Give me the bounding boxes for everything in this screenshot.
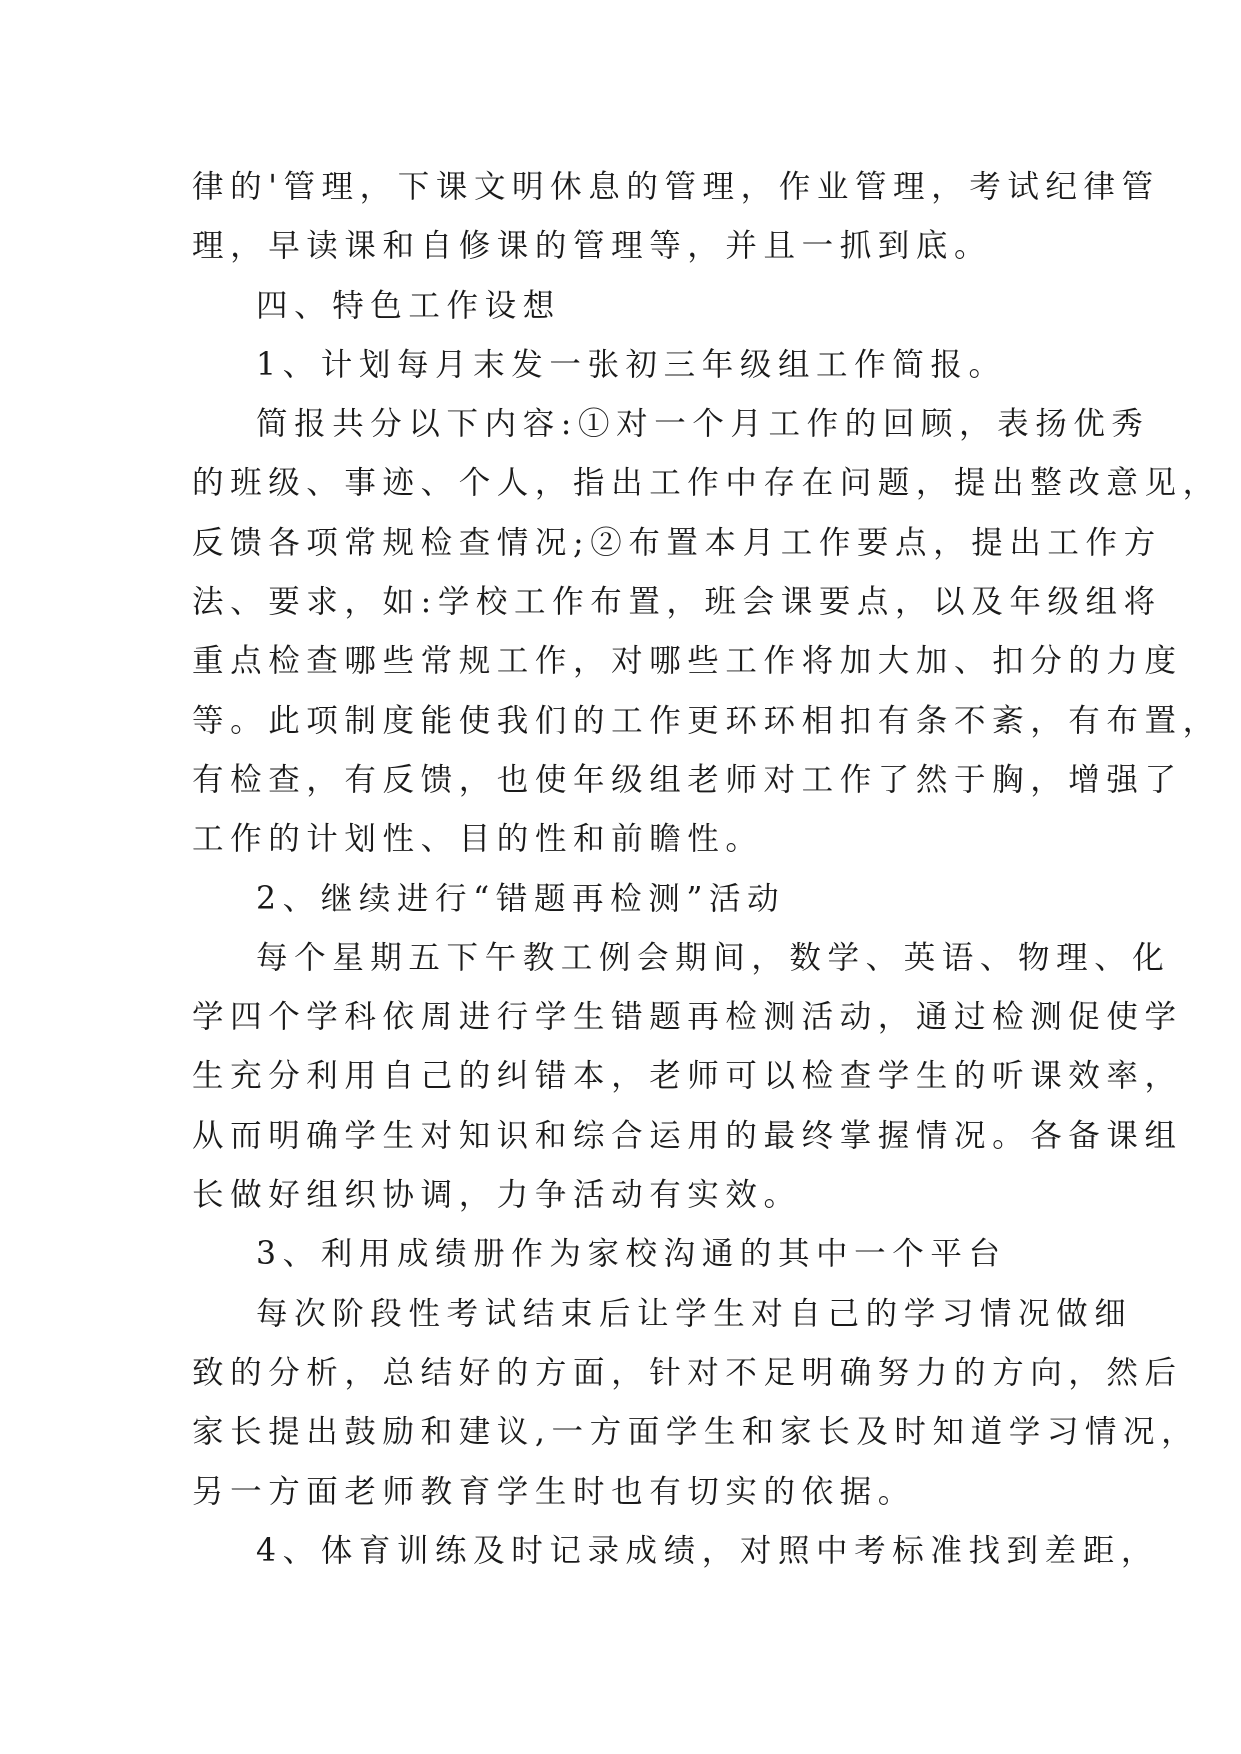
list-item-heading: 3、利用成绩册作为家校沟通的其中一个平台 [256, 1236, 1007, 1273]
list-item-heading: 4、体育训练及时记录成绩，对照中考标准找到差距， [256, 1532, 1159, 1569]
document-body [192, 158, 1221, 1581]
text-line: 生充分利用自己的纠错本，老师可以检查学生的听课效率， [192, 1058, 1183, 1095]
text-line: 另一方面老师教育学生时也有切实的依据。 [192, 1473, 916, 1510]
list-item-heading: 2、继续进行“错题再检测”活动 [256, 880, 786, 917]
text-line: 每个星期五下午教工例会期间，数学、英语、物理、化 [256, 939, 1171, 976]
text-line: 反馈各项常规检查情况;②布置本月工作要点，提出工作方 [192, 524, 1162, 561]
text-line: 长做好组织协调，力争活动有实效。 [192, 1177, 802, 1214]
text-line: 简报共分以下内容:①对一个月工作的回顾，表扬优秀 [256, 406, 1150, 443]
text-line: 致的分析，总结好的方面，针对不足明确努力的方向，然后 [192, 1354, 1183, 1391]
text-line: 从而明确学生对知识和综合运用的最终掌握情况。各备课组 [192, 1117, 1183, 1154]
text-line: 律的'管理，下课文明休息的管理，作业管理，考试纪律管 [192, 169, 1160, 205]
text-line: 理，早读课和自修课的管理等，并且一抓到底。 [192, 228, 993, 265]
section-heading: 四、特色工作设想 [256, 287, 561, 324]
text-line: 重点检查哪些常规工作，对哪些工作将加大加、扣分的力度 [192, 643, 1183, 680]
text-line: 家长提出鼓励和建议,一方面学生和家长及时知道学习情况， [192, 1414, 1200, 1451]
text-line: 每次阶段性考试结束后让学生对自己的学习情况做细 [256, 1295, 1133, 1332]
text-line: 有检查，有反馈，也使年级组老师对工作了然于胸，增强了 [192, 761, 1183, 798]
text-line: 法、要求，如:学校工作布置，班会课要点，以及年级组将 [192, 584, 1162, 621]
text-line: 学四个学科依周进行学生错题再检测活动，通过检测促使学 [192, 999, 1183, 1036]
text-line: 的班级、事迹、个人，指出工作中存在问题，提出整改意见， [192, 465, 1221, 502]
text-line: 工作的计划性、目的性和前瞻性。 [192, 821, 764, 858]
text-line: 等。此项制度能使我们的工作更环环相扣有条不紊，有布置， [192, 702, 1221, 739]
list-item-heading: 1、计划每月末发一张初三年级组工作简报。 [256, 346, 1007, 383]
